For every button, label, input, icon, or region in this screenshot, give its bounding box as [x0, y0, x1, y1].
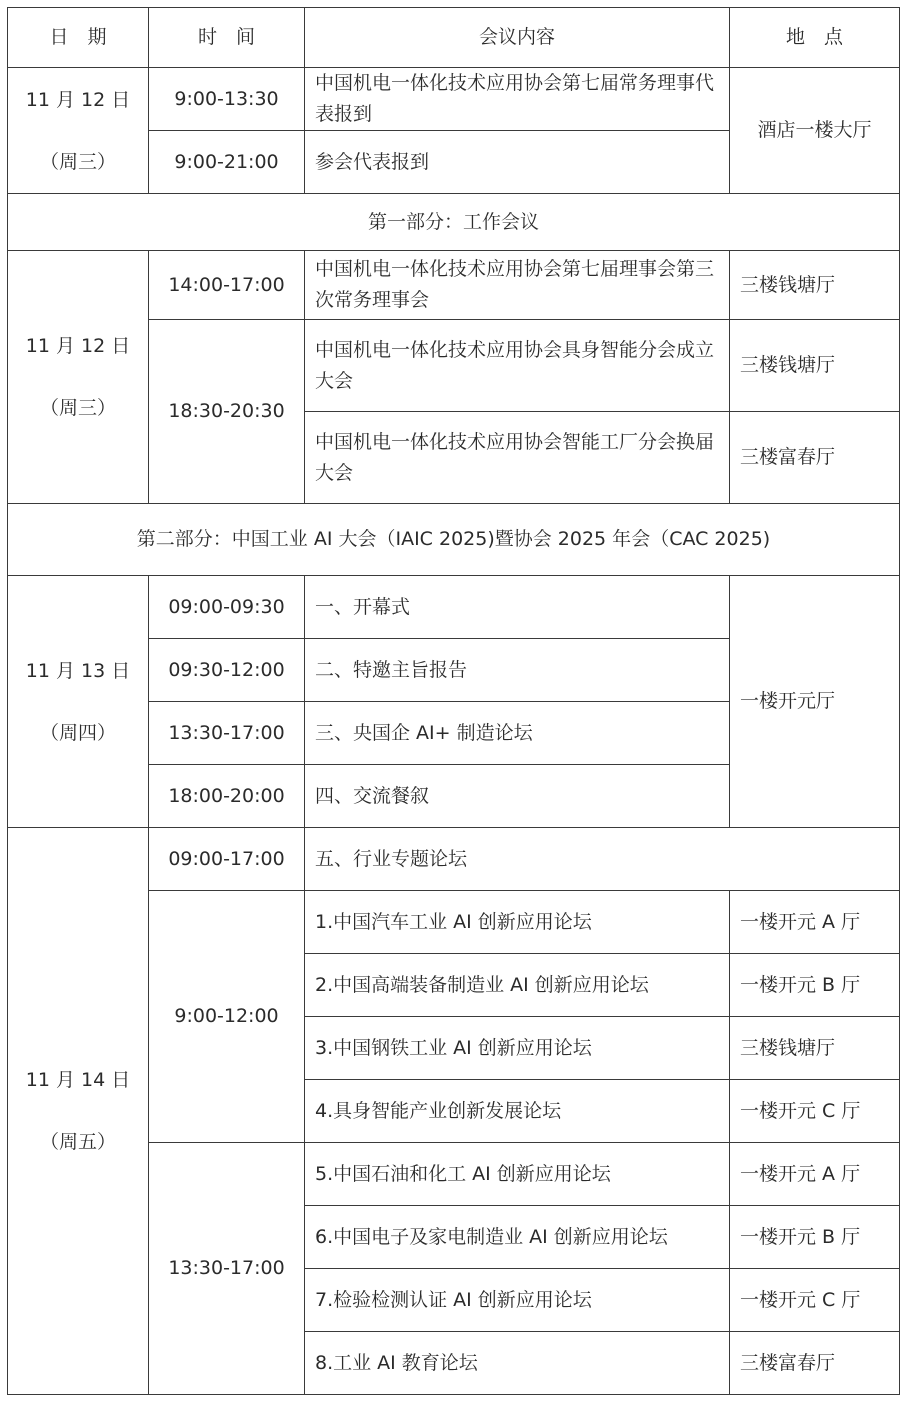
- weekday-text: （周三）: [39, 150, 116, 173]
- header-time: 时 间: [149, 8, 305, 68]
- schedule-table: [7, 7, 900, 1395]
- header-location: 地 点: [730, 8, 900, 68]
- date-cell: [8, 828, 149, 1395]
- weekday-text: （周三）: [39, 397, 116, 419]
- date-cell: [8, 68, 149, 194]
- content-cell: 5.中国石油和化工 AI 创新应用论坛: [305, 1143, 730, 1206]
- location-cell: 三楼钱塘厅: [730, 1017, 900, 1080]
- time-cell: 13:30-17:00: [149, 702, 305, 765]
- location-cell: 三楼钱塘厅: [730, 251, 900, 320]
- date-cell: [8, 576, 149, 828]
- content-cell: 参会代表报到: [305, 131, 730, 194]
- content-cell: 中国机电一体化技术应用协会第七届理事会第三次常务理事会: [305, 251, 730, 320]
- section-row: [8, 194, 900, 251]
- location-cell: 一楼开元厅: [730, 576, 900, 828]
- content-cell: 4.具身智能产业创新发展论坛: [305, 1080, 730, 1143]
- content-cell: 三、央国企 AI+ 制造论坛: [305, 702, 730, 765]
- table-row: [8, 576, 900, 639]
- content-cell: 四、交流餐叙: [305, 765, 730, 828]
- time-cell: 14:00-17:00: [149, 251, 305, 320]
- content-cell: 中国机电一体化技术应用协会具身智能分会成立大会: [305, 320, 730, 412]
- table-row: [8, 68, 900, 131]
- date-text: 11 月 13 日: [25, 659, 131, 682]
- location-cell: 一楼开元 B 厅: [730, 954, 900, 1017]
- location-cell: 三楼富春厅: [730, 412, 900, 504]
- time-cell: 09:00-09:30: [149, 576, 305, 639]
- content-cell: 2.中国高端装备制造业 AI 创新应用论坛: [305, 954, 730, 1017]
- location-cell: 三楼富春厅: [730, 1332, 900, 1395]
- location-cell: 一楼开元 C 厅: [730, 1269, 900, 1332]
- header-date: 日 期: [8, 8, 149, 68]
- time-cell: 09:00-17:00: [149, 828, 305, 891]
- date-text: 11 月 12 日: [25, 335, 131, 357]
- content-cell: 中国机电一体化技术应用协会智能工厂分会换届大会: [305, 412, 730, 504]
- time-cell: 13:30-17:00: [149, 1143, 305, 1395]
- location-cell: 一楼开元 A 厅: [730, 891, 900, 954]
- time-cell: 09:30-12:00: [149, 639, 305, 702]
- date-text: 11 月 14 日: [25, 1069, 131, 1091]
- table-row: [8, 828, 900, 891]
- location-cell: 一楼开元 B 厅: [730, 1206, 900, 1269]
- content-cell: 一、开幕式: [305, 576, 730, 639]
- location-cell: 酒店一楼大厅: [730, 68, 900, 194]
- time-cell: 9:00-21:00: [149, 131, 305, 194]
- date-cell: [8, 251, 149, 504]
- date-text: 11 月 12 日: [25, 88, 131, 111]
- content-cell: 中国机电一体化技术应用协会第七届常务理事代表报到: [305, 68, 730, 131]
- time-cell: 9:00-13:30: [149, 68, 305, 131]
- content-cell: 8.工业 AI 教育论坛: [305, 1332, 730, 1395]
- header-content: 会议内容: [305, 8, 730, 68]
- content-cell: 1.中国汽车工业 AI 创新应用论坛: [305, 891, 730, 954]
- content-cell: 3.中国钢铁工业 AI 创新应用论坛: [305, 1017, 730, 1080]
- weekday-text: （周四）: [39, 721, 116, 744]
- section-row: [8, 504, 900, 576]
- section-title: 第二部分：中国工业 AI 大会（IAIC 2025)暨协会 2025 年会（CAC 2025): [8, 504, 900, 576]
- location-cell: 一楼开元 A 厅: [730, 1143, 900, 1206]
- section-title: 第一部分：工作会议: [8, 194, 900, 251]
- content-cell: 6.中国电子及家电制造业 AI 创新应用论坛: [305, 1206, 730, 1269]
- content-cell: 二、特邀主旨报告: [305, 639, 730, 702]
- location-cell: 一楼开元 C 厅: [730, 1080, 900, 1143]
- table-row: [8, 251, 900, 320]
- location-cell: 三楼钱塘厅: [730, 320, 900, 412]
- time-cell: 18:00-20:00: [149, 765, 305, 828]
- weekday-text: （周五）: [39, 1131, 116, 1153]
- content-cell: 五、行业专题论坛: [305, 828, 900, 891]
- time-cell: 9:00-12:00: [149, 891, 305, 1143]
- time-cell: 18:30-20:30: [149, 320, 305, 504]
- header-row: [8, 8, 900, 68]
- content-cell: 7.检验检测认证 AI 创新应用论坛: [305, 1269, 730, 1332]
